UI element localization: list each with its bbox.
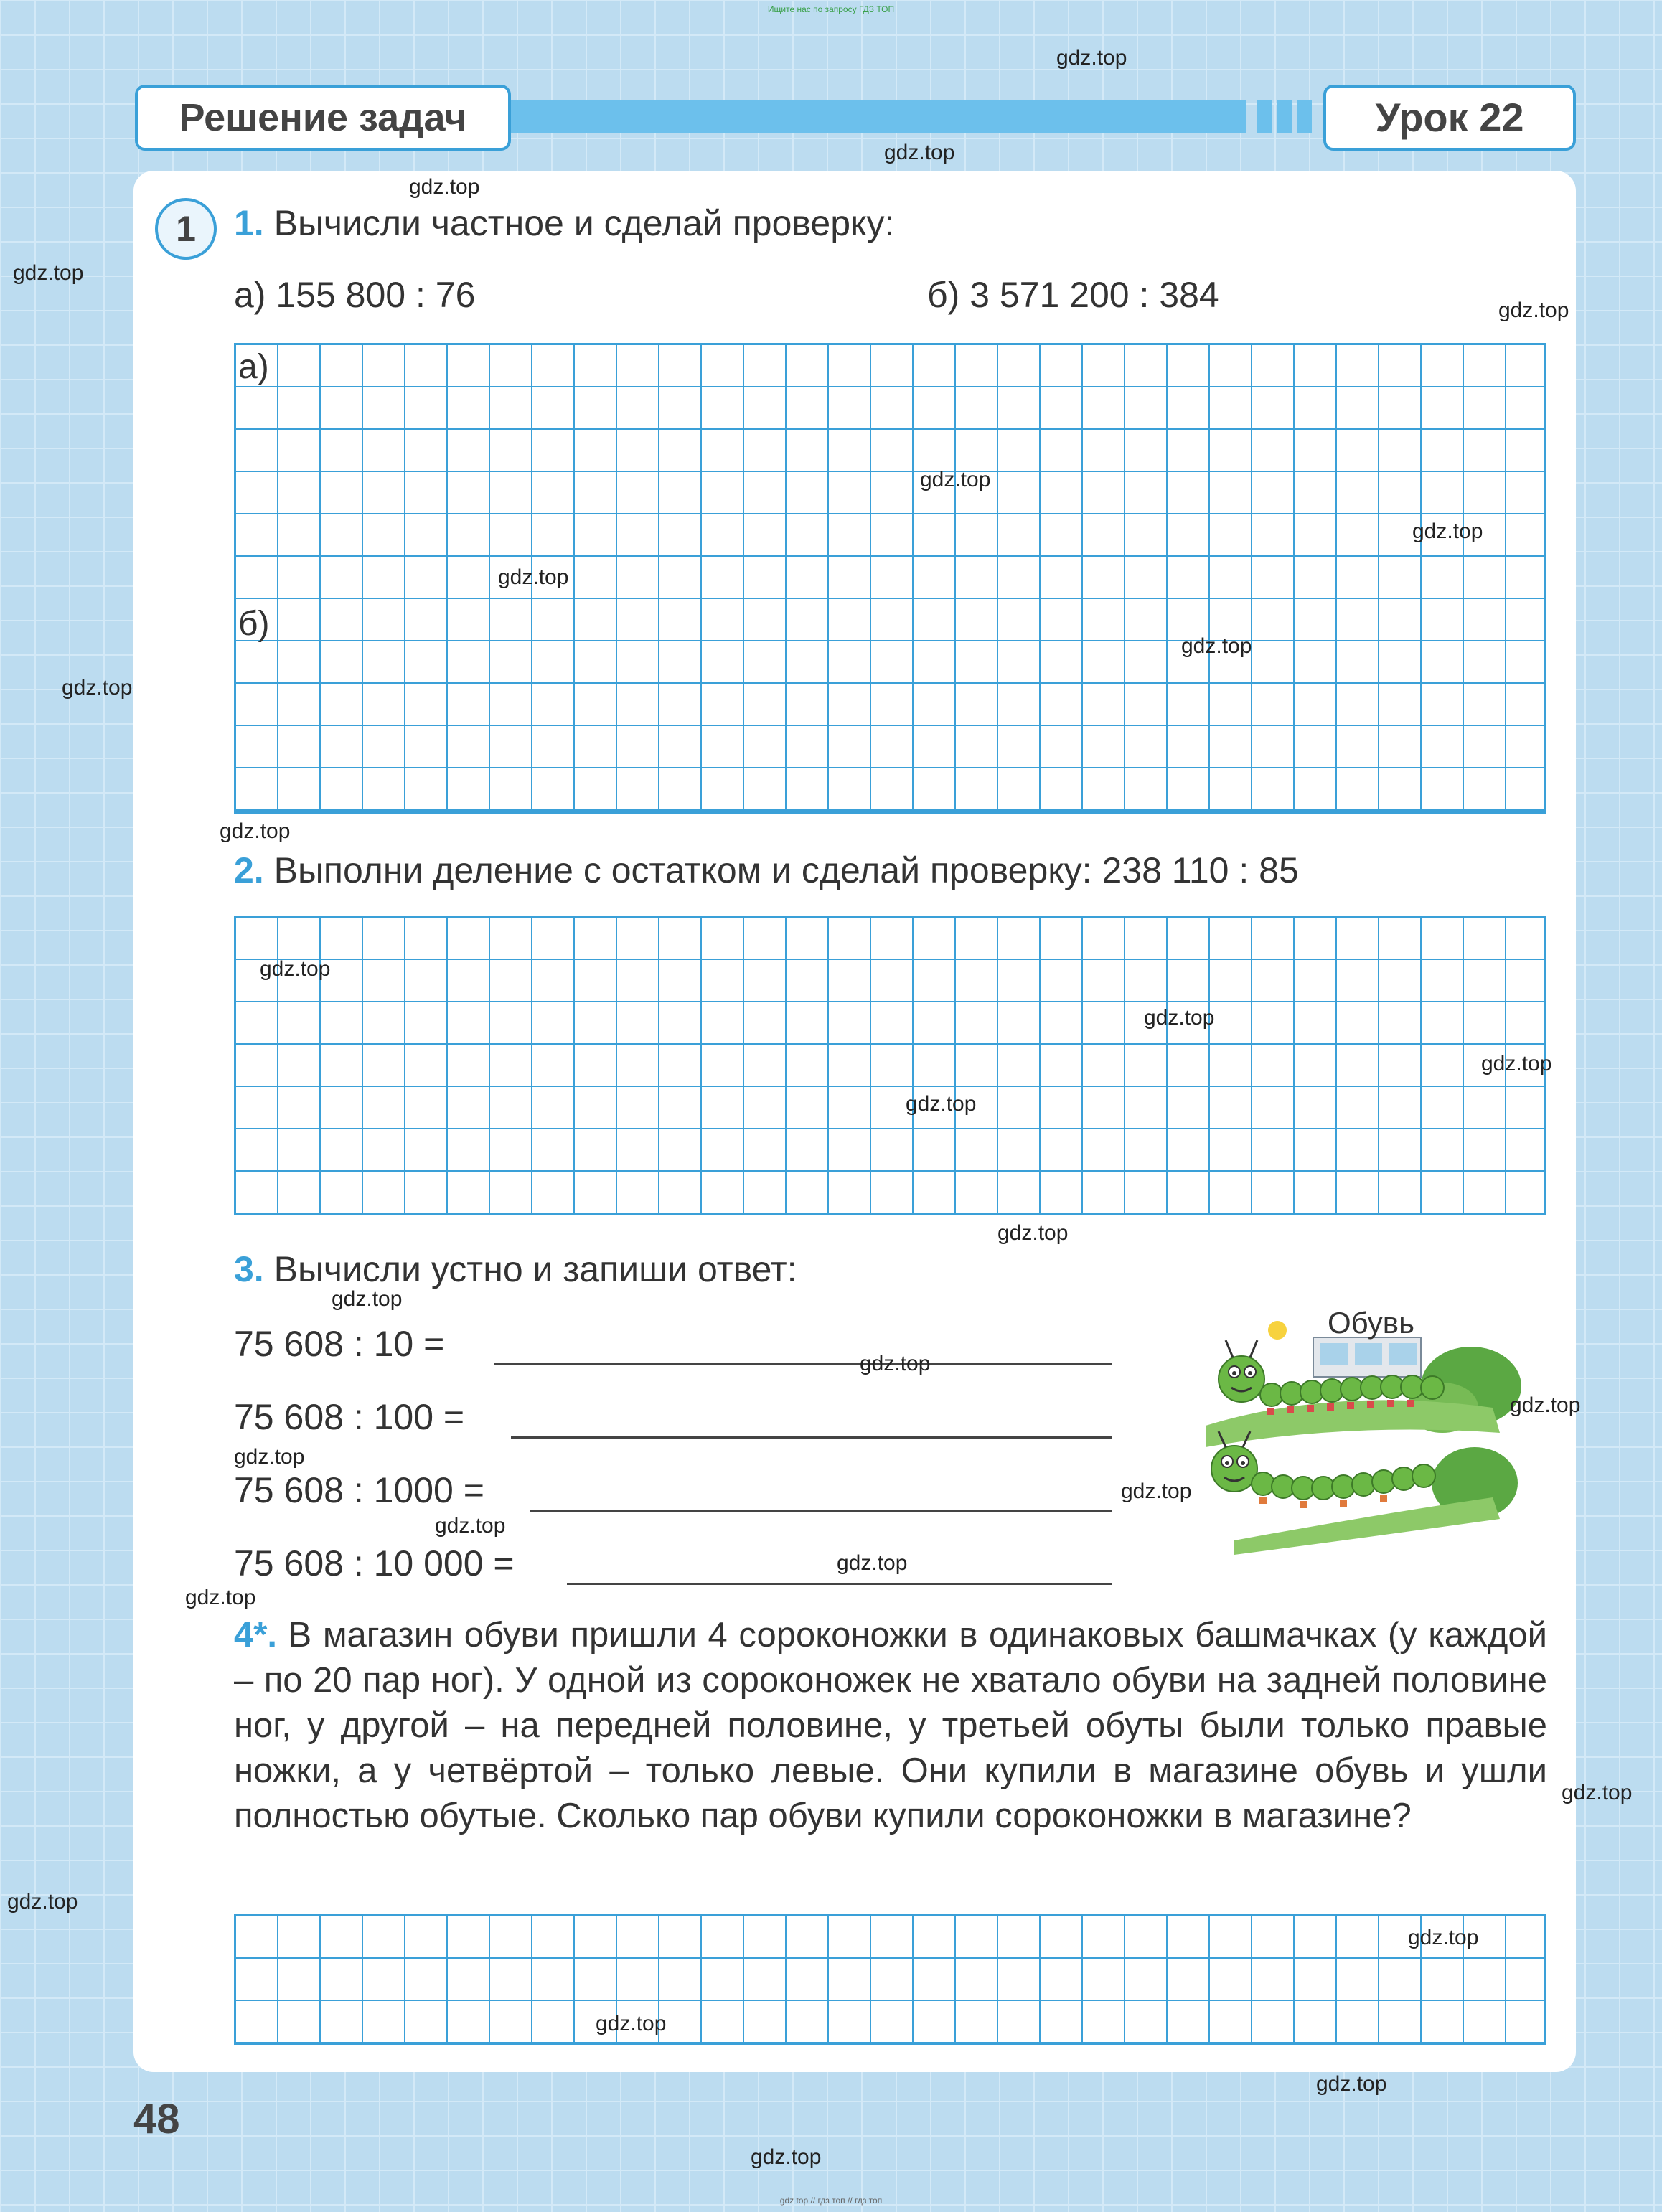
task3-number: 3. <box>234 1249 264 1289</box>
section-number-badge: 1 <box>155 198 217 260</box>
watermark: gdz.top <box>860 1352 931 1375</box>
watermark: gdz.top <box>234 1445 305 1469</box>
grid-label-b: б) <box>238 605 270 643</box>
watermark: gdz.top <box>498 565 569 589</box>
task1-number: 1. <box>234 203 264 243</box>
watermark: gdz.top <box>260 957 331 981</box>
header-stripe <box>1277 100 1292 133</box>
header-bar <box>511 100 1246 133</box>
answer-line[interactable] <box>494 1363 1112 1365</box>
task3-text: Вычисли устно и запиши ответ: <box>273 1249 797 1289</box>
watermark: gdz.top <box>220 819 291 843</box>
task3-heading <box>234 1248 797 1290</box>
task1-expression-a: а) 155 800 : 76 <box>234 275 476 315</box>
answer-line[interactable] <box>567 1583 1112 1585</box>
watermark: gdz.top <box>1510 1393 1581 1417</box>
watermark: gdz.top <box>906 1092 977 1116</box>
answer-line[interactable] <box>530 1510 1112 1512</box>
watermark: gdz.top <box>837 1551 908 1575</box>
watermark: gdz.top <box>435 1514 506 1538</box>
watermark: gdz.top <box>1056 46 1127 70</box>
watermark: gdz.top <box>997 1221 1069 1245</box>
task2-text: Выполни деление с остатком и сделай проверку: 238 110 : 85 <box>273 850 1299 890</box>
watermark: gdz.top <box>1121 1479 1192 1503</box>
shop-sign: Обувь <box>1328 1306 1414 1340</box>
watermark: gdz.top <box>596 2012 667 2035</box>
centipede-illustration <box>1191 1300 1521 1558</box>
watermark: gdz.top <box>920 468 991 491</box>
grid-label-a: а) <box>238 348 269 386</box>
watermark: gdz.top <box>1316 2072 1387 2096</box>
task1-expression-b: б) 3 571 200 : 384 <box>927 275 1219 315</box>
answer-grid-task1[interactable] <box>234 343 1546 814</box>
task4-number: 4*. <box>234 1616 277 1655</box>
watermark: gdz.top <box>1481 1052 1552 1076</box>
lesson-title: Урок 22 <box>1323 85 1576 151</box>
task4-text: В магазин обуви пришли 4 сороконожки в одинаковых башмачках (у каждой – по 20 пар ног). У одной из сороконожек не хватало обуви на задней половине ног, у другой – на передней половине, у третьей обуты были только правые ножки, а у четвёртой – только левые. Они купили в магазине обувь и ушли полностью обутые. Сколько пар обуви купили сороконожки в магазине? <box>234 1616 1547 1835</box>
watermark: gdz.top <box>409 175 480 199</box>
task1-heading <box>234 202 894 244</box>
task4-paragraph <box>234 1613 1547 1839</box>
watermark: gdz.top <box>13 261 84 285</box>
watermark: gdz.top <box>62 676 133 700</box>
watermark: gdz.top <box>1408 1926 1479 1949</box>
header-stripe <box>1257 100 1272 133</box>
task3-expression: 75 608 : 1000 = <box>234 1470 484 1510</box>
watermark: gdz.top <box>1181 634 1252 658</box>
task1-text: Вычисли частное и сделай проверку: <box>273 203 895 243</box>
watermark: gdz.top <box>185 1586 256 1609</box>
bottom-note: gdz top // гдз топ // гдз топ <box>779 2195 883 2206</box>
task3-expression: 75 608 : 100 = <box>234 1397 465 1437</box>
watermark: gdz.top <box>332 1287 403 1311</box>
centipede-drawing <box>1191 1300 1521 1558</box>
task3-expression: 75 608 : 10 000 = <box>234 1543 515 1583</box>
page-number: 48 <box>133 2096 180 2142</box>
topic-title: Решение задач <box>135 85 511 151</box>
watermark: gdz.top <box>1498 298 1569 322</box>
task2-number: 2. <box>234 850 264 890</box>
answer-grid-task2[interactable] <box>234 916 1546 1215</box>
watermark: gdz.top <box>1144 1006 1215 1030</box>
top-note: Ищите нас по запросу ГДЗ ТОП <box>767 4 895 14</box>
watermark: gdz.top <box>1412 519 1483 543</box>
watermark: gdz.top <box>751 2145 822 2169</box>
answer-line[interactable] <box>511 1436 1112 1439</box>
answer-grid-task4[interactable] <box>234 1914 1546 2045</box>
header-stripe <box>1297 100 1312 133</box>
task2-heading <box>234 849 1299 891</box>
task3-expression: 75 608 : 10 = <box>234 1324 445 1364</box>
watermark: gdz.top <box>884 141 955 164</box>
watermark: gdz.top <box>1562 1781 1633 1804</box>
watermark: gdz.top <box>7 1890 78 1914</box>
